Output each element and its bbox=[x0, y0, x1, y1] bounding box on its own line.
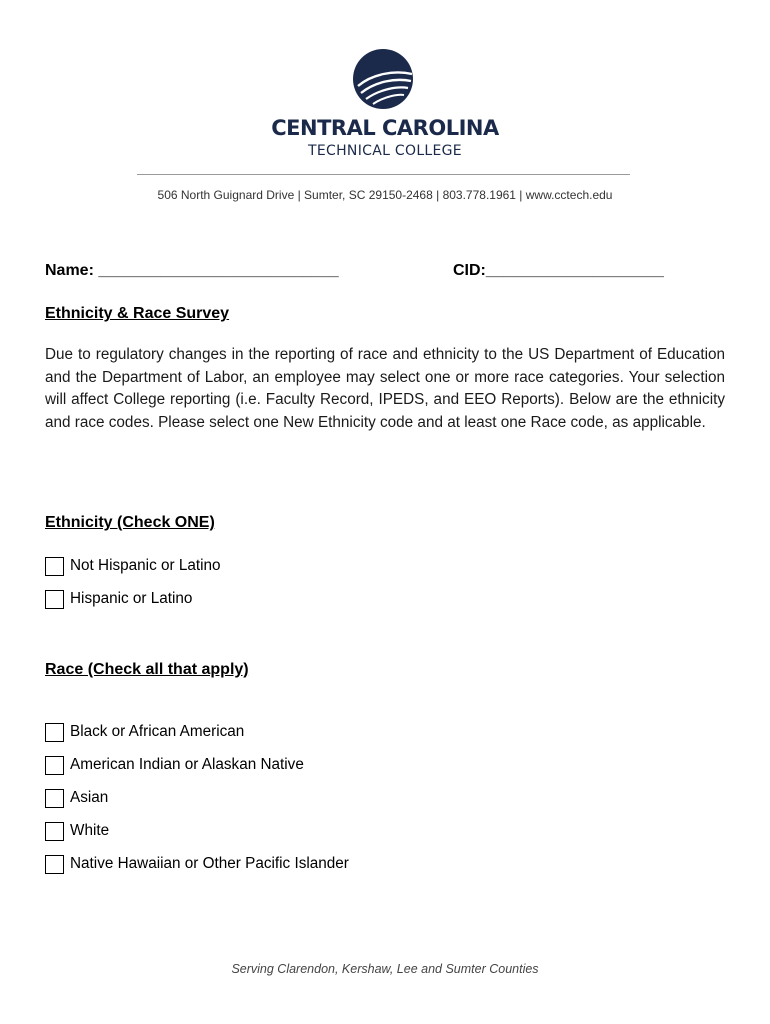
footer-text: Serving Clarendon, Kershaw, Lee and Sumter Counties bbox=[231, 962, 539, 976]
checkbox[interactable] bbox=[45, 590, 64, 609]
race-option[interactable] bbox=[45, 754, 304, 776]
ethnicity-option[interactable] bbox=[45, 588, 192, 610]
checkbox[interactable] bbox=[45, 789, 64, 808]
checkbox[interactable] bbox=[45, 756, 64, 775]
college-name: CENTRAL CAROLINA bbox=[271, 116, 499, 140]
header-divider bbox=[137, 174, 630, 175]
intro-paragraph: Due to regulatory changes in the reporting of race and ethnicity to the US Department of Education and the Department of Labor, an employee may select one or more race categories. Your selection will affect College reporting (i.e. Faculty Record, IPEDS, and EEO Reports). Below are the ethnicity and race codes. Please select one New Ethnicity code and at least one Race code, as applicable. bbox=[45, 346, 725, 432]
option-label: White bbox=[70, 822, 110, 839]
survey-title: Ethnicity & Race Survey bbox=[45, 305, 230, 322]
race-option[interactable] bbox=[45, 787, 108, 809]
race-option[interactable] bbox=[45, 820, 109, 842]
college-subtitle: TECHNICAL COLLEGE bbox=[308, 143, 462, 159]
globe-swoosh-icon bbox=[352, 48, 414, 110]
option-label: Native Hawaiian or Other Pacific Islander bbox=[70, 855, 349, 872]
option-label: Hispanic or Latino bbox=[70, 590, 193, 607]
option-label: American Indian or Alaskan Native bbox=[70, 756, 304, 773]
checkbox[interactable] bbox=[45, 557, 64, 576]
option-label: Not Hispanic or Latino bbox=[70, 557, 221, 574]
option-label: Black or African American bbox=[70, 723, 245, 740]
race-option[interactable] bbox=[45, 853, 349, 875]
cid-field[interactable]: CID:____________________ bbox=[453, 262, 664, 279]
college-address: 506 North Guignard Drive | Sumter, SC 29150-2468 | 803.778.1961 | www.cctech.edu bbox=[157, 188, 613, 202]
checkbox[interactable] bbox=[45, 822, 64, 841]
ethnicity-heading: Ethnicity (Check ONE) bbox=[45, 514, 215, 531]
checkbox[interactable] bbox=[45, 723, 64, 742]
option-label: Asian bbox=[70, 789, 109, 806]
name-field[interactable]: Name: ___________________________ bbox=[45, 262, 339, 279]
ethnicity-option[interactable] bbox=[45, 555, 221, 577]
race-option[interactable] bbox=[45, 721, 244, 743]
race-heading: Race (Check all that apply) bbox=[45, 661, 249, 678]
checkbox[interactable] bbox=[45, 855, 64, 874]
